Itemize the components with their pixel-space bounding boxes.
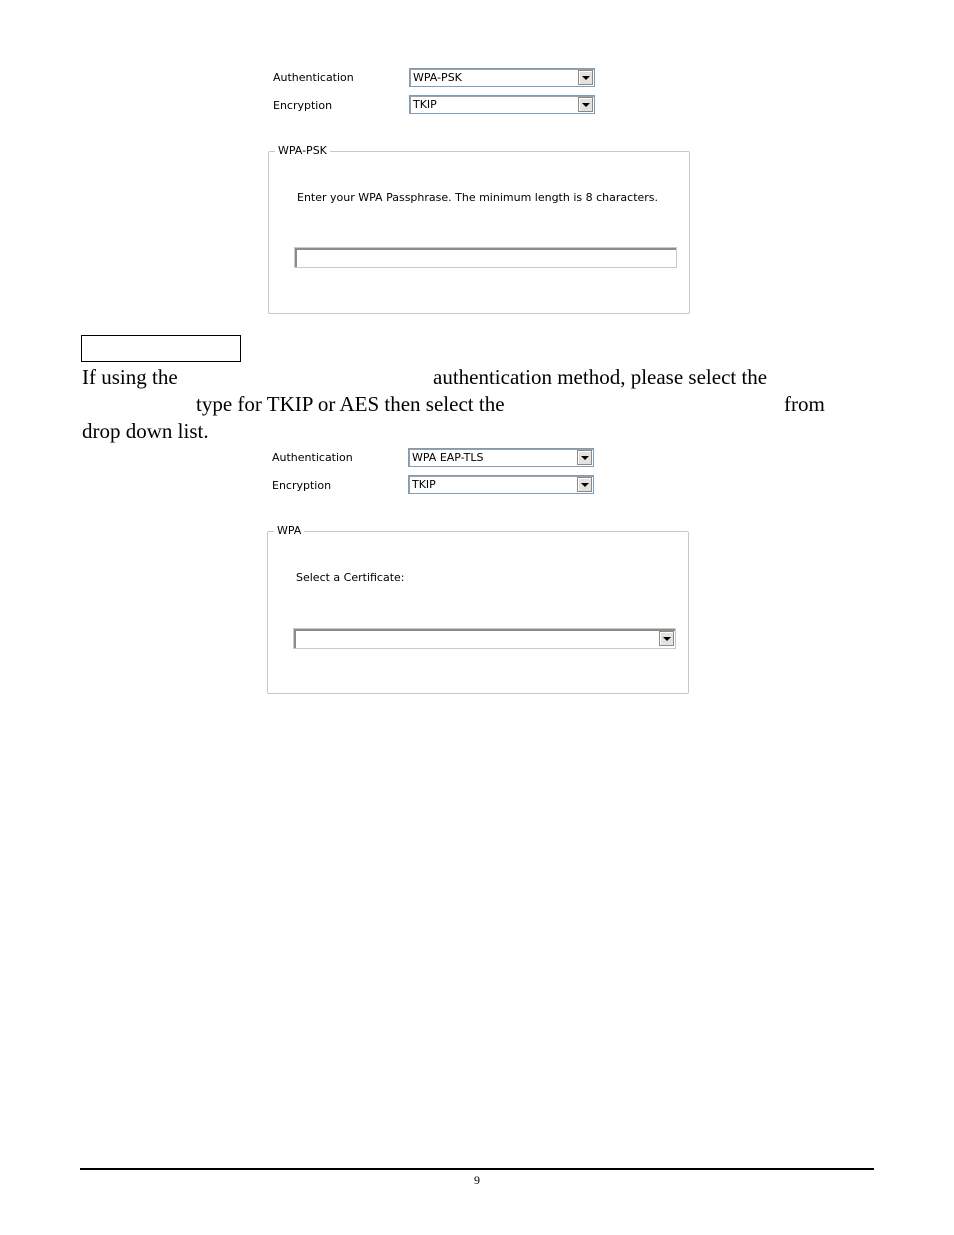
passphrase-instruction: Enter your WPA Passphrase. The minimum length is 8 characters. [297,191,659,204]
authentication-label: Authentication [273,71,354,84]
certificate-select[interactable] [293,628,676,649]
body-line-3: drop down list. [82,419,209,443]
chevron-down-icon[interactable] [578,70,593,85]
passphrase-input[interactable] [294,247,677,268]
certificate-instruction: Select a Certificate: [296,571,405,584]
encryption-select[interactable] [409,95,595,114]
chevron-down-icon[interactable] [577,477,592,492]
encryption-label: Encryption [273,99,333,112]
chevron-down-icon[interactable] [578,97,593,112]
authentication-select[interactable] [409,68,595,87]
wpa-psk-group-title: WPA-PSK [275,144,330,157]
authentication-label: Authentication [272,451,353,464]
footer-rule [80,1168,874,1170]
body-line-2-end: from [784,392,825,416]
chevron-down-icon[interactable] [577,450,592,465]
wpa-group-title: WPA [274,524,304,537]
page-number: 9 [474,1173,480,1187]
encryption-select-value: TKIP [413,98,437,111]
chevron-down-icon[interactable] [659,631,674,646]
authentication-select-value: WPA-PSK [413,71,462,84]
heading-box [81,335,241,362]
authentication-select-value: WPA EAP-TLS [412,451,484,464]
authentication-select[interactable] [408,448,594,467]
encryption-select-value: TKIP [412,478,436,491]
body-line-1-end: authentication method, please select the [433,365,768,389]
wpa-group [267,524,689,694]
encryption-label: Encryption [272,479,332,492]
encryption-select[interactable] [408,475,594,494]
body-line-2-start: type for TKIP or AES then select the [196,392,505,416]
wpa-psk-group [268,144,690,314]
body-line-1-start: If using the [82,365,178,389]
